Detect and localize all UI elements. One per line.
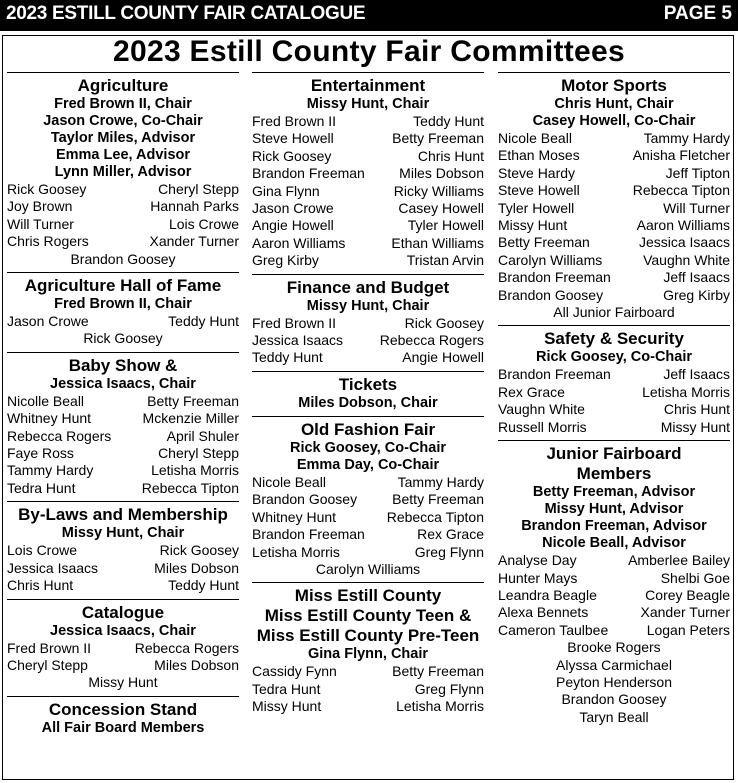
member-row [252,252,484,269]
committee-officer: Fred Brown II, Chair [54,296,192,313]
committee-officer: Gina Flynn, Chair [307,646,429,663]
member-name: Teddy Hunt [413,113,484,129]
member-row [498,234,730,251]
member-name: Xander Turner [149,233,239,250]
committee-officer: Fred Brown II, Chair [54,96,192,112]
member-name: Jessica Isaacs [252,332,344,349]
member-name: Whitney Hunt [7,410,92,427]
member-name: Leandra Beagle [498,586,597,603]
committee-section-baby-show [7,352,239,497]
header-bar [0,0,738,31]
member-name: Fred Brown II [7,639,92,656]
member-row [498,587,730,604]
member-row [7,577,239,594]
member-name: Jason Crowe [7,313,89,330]
committee-section-entertainment [252,72,484,270]
member-row [252,113,484,130]
member-name-centered: Peyton Henderson [556,673,672,690]
member-name: Greg Kirby [663,286,730,303]
committee-subheading: Miss Estill County Pre-Teen [256,626,480,646]
committee-officer: Rick Goosey, Co-Chair [535,349,693,366]
member-row [498,165,730,182]
member-row [7,313,239,330]
member-name-centered: Rick Goosey [83,330,163,347]
member-row [7,480,239,497]
committee-officer: Miles Dobson, Chair [298,394,438,411]
member-name: Rebecca Rogers [134,639,239,656]
member-name: Ethan Moses [498,147,580,164]
member-name: Steve Howell [498,182,580,199]
committee-officer: Jessica Isaacs, Chair [50,622,196,639]
member-name: Jason Crowe [252,200,334,217]
member-name: Brandon Freeman [252,165,365,182]
member-row [498,287,730,304]
member-name: Letisha Morris [151,462,239,479]
committee-officer: Casey Howell, Co-Chair [532,113,696,129]
committee-heading: Old Fashion Fair [300,419,436,439]
member-name: Russell Morris [498,418,587,435]
member-row [7,445,239,462]
committee-section-agriculture-hall-of-fame [7,272,239,348]
member-name: Brandon Freeman [252,526,365,543]
member-name: Tedra Hunt [7,479,76,496]
member-name: Anisha Fletcher [632,147,730,164]
member-row [252,491,484,508]
member-row [7,462,239,479]
member-row [252,315,484,332]
committee-officer: Missy Hunt, Chair [61,525,185,542]
member-row [252,217,484,234]
member-name: Joy Brown [7,198,73,215]
member-name: Angie Howell [252,217,334,234]
committee-heading: Catalogue [81,602,165,622]
member-name: Nicole Beall [252,473,326,490]
member-name: Cassidy Fynn [252,663,337,680]
committee-officer: Betty Freeman, Advisor [532,484,696,501]
member-name: Mckenzie Miller [142,410,239,427]
member-row [252,681,484,698]
member-name-centered: Brooke Rogers [567,639,661,656]
member-name: Ricky Williams [393,182,484,199]
member-name-centered: Carolyn Williams [315,560,421,577]
member-name: Rebecca Rogers [7,427,112,444]
committee-heading: Tickets [338,374,398,394]
committee-section-junior-fairboard [498,440,730,726]
member-row [7,428,239,445]
member-name: Cheryl Stepp [7,656,88,673]
member-name: Missy Hunt [660,418,730,435]
member-name: Alexa Bennets [498,604,589,621]
column-1 [7,72,239,737]
committee-section-catalogue [7,599,239,692]
member-name: Tammy Hardy [643,130,730,146]
committee-officer: Lynn Miller, Advisor [54,164,192,180]
member-row [7,198,239,215]
member-name: Carolyn Williams [498,251,603,268]
member-name-centered: Brandon Goosey [561,691,667,708]
member-name: Ethan Williams [391,234,484,251]
member-name-centered: Taryn Beall [579,708,649,725]
member-row [498,252,730,269]
member-name: Tristan Arvin [406,252,484,269]
member-name: Faye Ross [7,445,74,462]
member-row [498,570,730,587]
member-row [252,148,484,165]
member-row [252,332,484,349]
member-row [252,663,484,680]
committee-officer: Taylor Miles, Advisor [50,130,196,146]
member-name: Hunter Mays [498,569,578,586]
member-name: Betty Freeman [147,392,239,409]
member-row [252,200,484,217]
member-name: Rebecca Tipton [632,182,730,199]
member-name: Amberlee Bailey [628,552,730,569]
committee-subheading: Miss Estill County Teen & [264,606,472,626]
member-row [252,183,484,200]
member-name: Rick Goosey [252,147,332,164]
member-row [7,181,239,198]
member-row [498,419,730,436]
member-name: Chris Hunt [663,401,730,418]
member-name-centered: Alyssa Carmichael [556,656,672,673]
committee-officer: Chris Hunt, Chair [554,96,674,112]
member-name: Greg Kirby [252,252,319,269]
member-name: Brandon Goosey [252,491,358,508]
member-name: April Shuler [166,427,239,444]
member-name: Xander Turner [640,604,730,621]
member-name: Jessica Isaacs [7,559,99,576]
member-name: Casey Howell [398,200,484,217]
member-row [252,235,484,252]
member-row [252,526,484,543]
member-name: Tyler Howell [407,217,484,234]
member-name: Rebecca Rogers [379,332,484,349]
member-name: Fred Brown II [252,314,337,331]
member-row [498,200,730,217]
member-name: Brandon Freeman [498,366,611,383]
member-name: Missy Hunt [498,217,568,234]
member-name: Jeff Isaacs [663,366,730,383]
committee-officer: Jason Crowe, Co-Chair [43,113,203,129]
member-name: Teddy Hunt [168,313,239,330]
member-name: Chris Hunt [417,147,484,164]
member-name: Tammy Hardy [7,462,94,479]
member-name: Letisha Morris [252,543,340,560]
member-name: Letisha Morris [642,383,730,400]
member-row [7,233,239,250]
committee-officer: Emma Lee, Advisor [55,147,191,163]
committee-officer: All Fair Board Members [41,719,205,736]
member-row [498,384,730,401]
member-name: Will Turner [663,199,730,216]
committee-officer: Brandon Freeman, Advisor [521,518,707,535]
member-name-centered: Brandon Goosey [70,250,176,267]
member-row [498,182,730,199]
member-name: Tedra Hunt [252,680,321,697]
committee-heading: Motor Sports [561,76,667,95]
committee-heading: Agriculture Hall of Fame [24,276,222,296]
member-name: Rick Goosey [404,314,484,331]
member-name: Will Turner [7,215,74,232]
member-name: Betty Freeman [498,234,590,251]
member-name: Letisha Morris [396,698,484,715]
member-row [7,393,239,410]
committee-heading: Entertainment [310,76,426,95]
member-row [498,622,730,639]
member-name: Vaughn White [498,401,585,418]
member-name: Greg Flynn [414,543,484,560]
member-name: Lois Crowe [7,542,78,559]
member-name: Betty Freeman [392,130,484,147]
member-row [498,217,730,234]
member-name: Tyler Howell [498,199,575,216]
member-name: Rebecca Tipton [386,508,484,525]
member-row [7,542,239,559]
committee-officer: Missy Hunt, Advisor [544,501,684,518]
committee-officer: Nicole Beall, Advisor [542,535,686,552]
committee-officer: Jessica Isaacs, Chair [50,375,196,392]
member-name: Cameron Taulbee [498,621,609,638]
member-name: Teddy Hunt [168,577,239,594]
member-name-centered: Missy Hunt [88,674,158,691]
column-3 [498,72,730,726]
member-name: Miles Dobson [154,656,239,673]
member-name: Chris Hunt [7,577,74,594]
committee-heading: Miss Estill County [294,586,442,606]
member-row [7,410,239,427]
member-name: Teddy Hunt [252,349,323,366]
member-name: Brandon Freeman [498,269,611,286]
member-name: Betty Freeman [392,491,484,508]
committee-section-by-laws-and-membership [7,501,239,594]
committee-heading: Agriculture [77,76,169,95]
header-left: 2023 ESTILL COUNTY FAIR CATALOGUE [6,3,366,24]
committee-heading: Finance and Budget [286,277,450,297]
member-name: Rex Grace [498,383,565,400]
member-name: Aaron Williams [252,234,346,251]
member-row [498,401,730,418]
member-name: Miles Dobson [154,559,239,576]
committee-section-safety-security [498,325,730,436]
member-name: Miles Dobson [399,165,484,182]
member-name: Tammy Hardy [397,473,484,490]
member-name: Fred Brown II [252,113,337,129]
member-name: Vaughn White [643,251,730,268]
member-name: Corey Beagle [645,586,730,603]
member-name: Hannah Parks [150,198,239,215]
member-name-centered: All Junior Fairboard [553,304,675,321]
member-name: Aaron Williams [636,217,730,234]
member-name: Analyse Day [498,552,577,569]
page-title: 2023 Estill County Fair Committees [112,35,625,68]
member-name: Rebecca Tipton [141,479,239,496]
member-row [7,560,239,577]
member-name: Greg Flynn [414,680,484,697]
committee-section-concession-stand [7,696,239,737]
member-row [498,269,730,286]
member-row [498,366,730,383]
committee-heading-line2: Members [576,464,652,484]
member-name: Lois Crowe [168,215,239,232]
member-row [252,474,484,491]
member-name: Logan Peters [646,621,730,638]
member-row [7,657,239,674]
committee-section-finance-and-budget [252,274,484,367]
member-row [252,544,484,561]
member-name: Steve Howell [252,130,334,147]
member-name: Cheryl Stepp [158,445,239,462]
member-row [252,165,484,182]
committee-officer: Rick Goosey, Co-Chair [289,439,447,456]
committee-section-tickets [252,371,484,412]
committee-section-old-fashion-fair [252,416,484,578]
committee-heading: Baby Show & [68,355,178,375]
member-row [498,130,730,147]
committee-heading: By-Laws and Membership [18,505,228,525]
member-name: Steve Hardy [498,164,576,181]
member-row [498,147,730,164]
committee-officer: Missy Hunt, Chair [306,297,430,314]
committee-section-agriculture [7,72,239,268]
committee-section-miss-estill-county [252,582,484,715]
member-name: Angie Howell [402,349,484,366]
member-name: Chris Rogers [7,233,89,250]
member-row [252,509,484,526]
member-name: Missy Hunt [252,698,322,715]
member-name: Betty Freeman [392,663,484,680]
member-row [7,640,239,657]
member-name: Brandon Goosey [498,286,604,303]
member-row [252,349,484,366]
member-name: Shelbi Goe [660,569,730,586]
member-name: Nicolle Beall [7,392,85,409]
member-name: Nicole Beall [498,130,572,146]
member-name: Rick Goosey [7,181,87,197]
committee-heading: Concession Stand [48,699,198,719]
member-row [252,130,484,147]
column-2 [252,72,484,716]
page-number: PAGE 5 [663,3,732,24]
member-name: Jessica Isaacs [638,234,730,251]
member-name: Jeff Tipton [665,164,730,181]
member-name: Rex Grace [417,526,484,543]
committee-heading: Safety & Security [544,329,684,349]
committee-officer: Emma Day, Co-Chair [296,456,440,473]
member-row [7,216,239,233]
committee-heading: Junior Fairboard [546,444,682,464]
member-name: Cheryl Stepp [158,181,239,197]
committee-section-motor-sports [498,72,730,321]
member-row [252,698,484,715]
member-name: Gina Flynn [252,182,320,199]
member-row [498,604,730,621]
member-name: Rick Goosey [159,542,239,559]
committee-officer: Missy Hunt, Chair [306,96,430,112]
member-name: Whitney Hunt [252,508,337,525]
member-row [498,552,730,569]
member-name: Jeff Isaacs [663,269,730,286]
